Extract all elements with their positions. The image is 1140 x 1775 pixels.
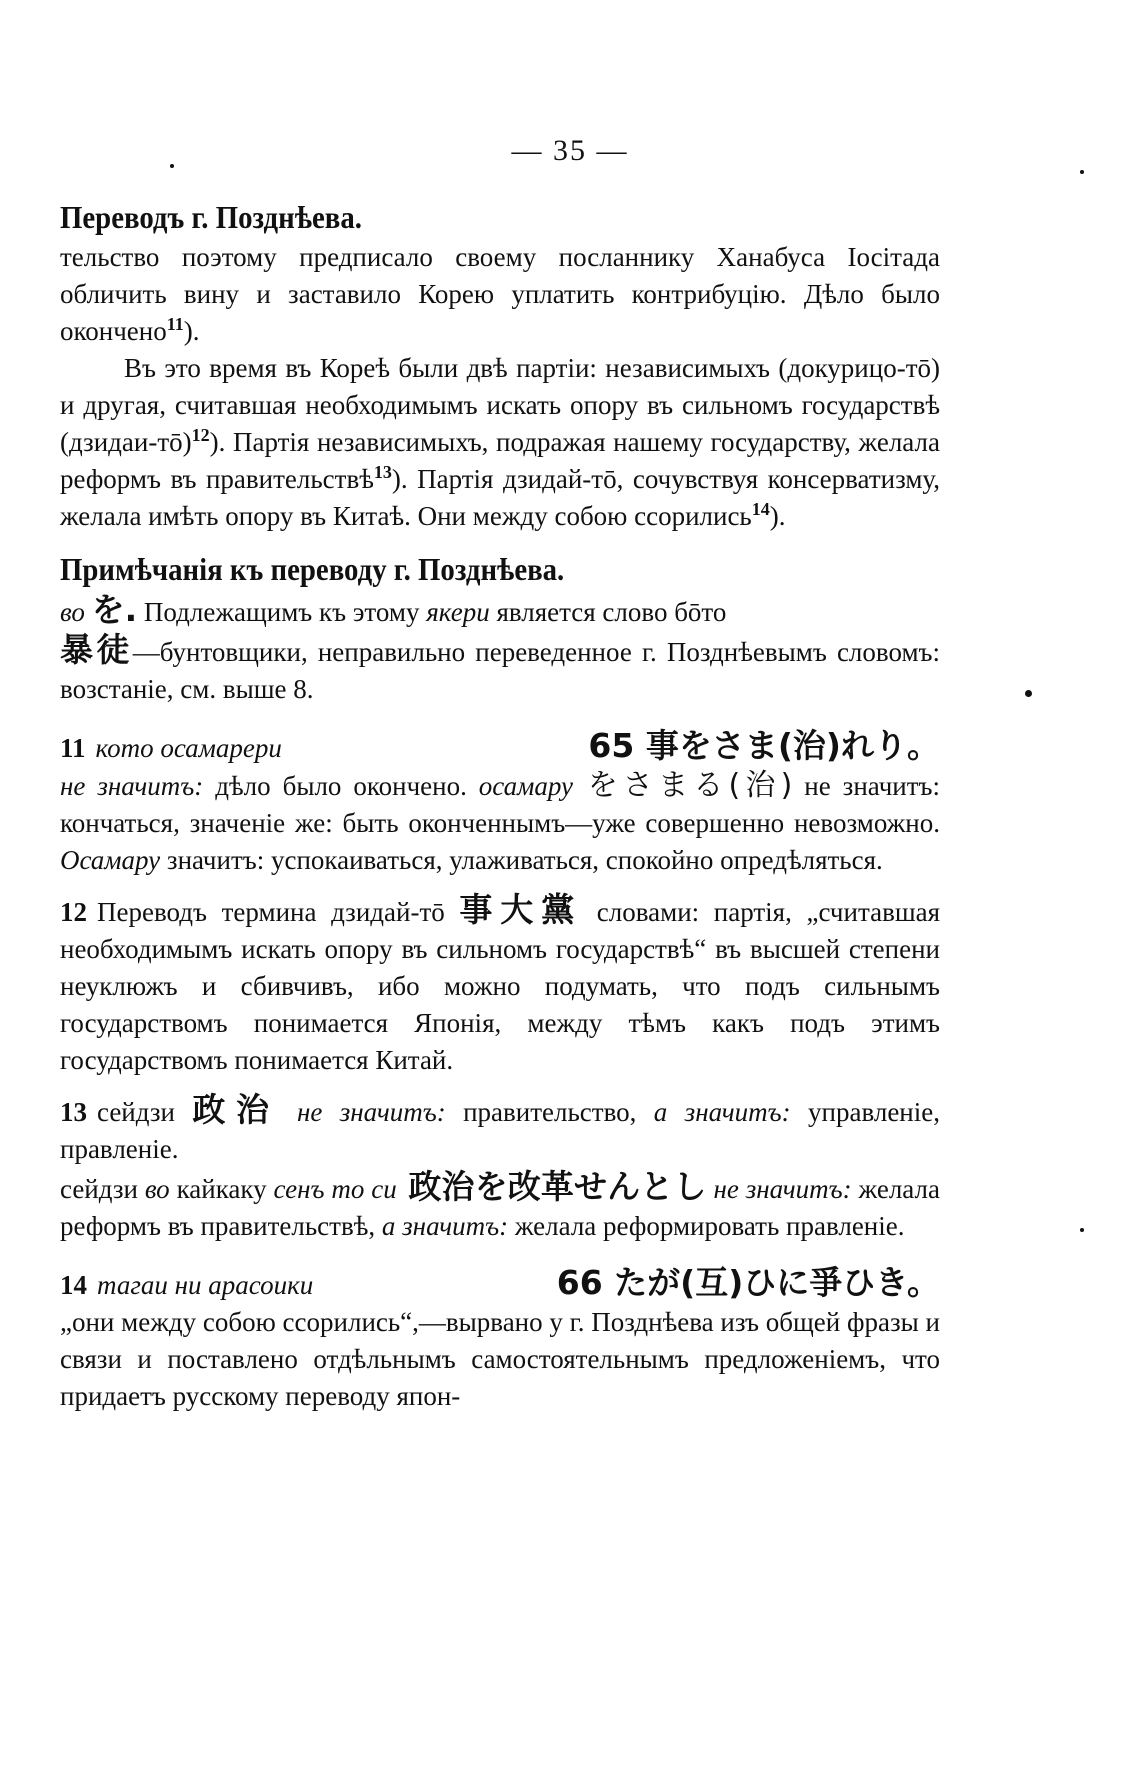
paragraph: тельство поэтому предписало своему посланнику Ханабуса Іосітада обличить вину и заставило Корею уплатить контрибуцію. Дѣло было окончено$^{11}$). bbox=[60, 242, 940, 346]
japanese-phrase: 65 事をさま(治)れり。 bbox=[588, 726, 940, 765]
page-content bbox=[60, 195, 940, 1415]
ink-speck bbox=[170, 164, 174, 168]
paragraph: Въ это время въ Кореѣ были двѣ партіи: независимыхъ (докурицо-тō) и другая, считавшая необходимымъ искать опору въ сильномъ государствѣ (дзидаи-тō)$^{12}$). Партія независимыхъ, подражая нашему государству, желала реформъ въ правительствѣ$^{13}$). Партія дзидай-тō, сочувствуя консерватизму, желала имѣть опору въ Китаѣ. Они между собою ссорились$^{14}$). bbox=[60, 353, 940, 531]
japanese-phrase: 66 たが(互)ひに爭ひき。 bbox=[556, 1263, 940, 1302]
section-heading-translation: Переводъ г. Позднѣева. bbox=[60, 199, 362, 235]
section-heading-notes: Примѣчанія къ переводу г. Позднѣева. bbox=[60, 551, 565, 587]
note-14: 14 тагаи ни арасоики 66 たが(互)ひに爭ひき。 „они между собою ссорились“,—вырвано у г. Позднѣева изъ общей фразы и связи и поставлено отдѣльнымъ самостоятельнымъ предложеніемъ, что придаетъ русскому переводу япон- bbox=[60, 1257, 940, 1415]
ink-speck bbox=[1025, 690, 1032, 697]
page-number: — 35 — bbox=[511, 134, 629, 167]
note-10: во を. Подлежащимъ къ этому якери является слово бōто 暴徒—бунтовщики, неправильно переведенное г. Позднѣевымъ словомъ: возстаніе, см. выше 8. bbox=[60, 590, 941, 704]
note-13: 13 сейдзи 政治 не значитъ: правительство, а значитъ: управленіе, правленіе. сейдзи во кайкаку сенъ то си 政治を改革せんとし не значитъ: желала реформъ въ правительствѣ, а значитъ: желала реформировать правленіе. bbox=[60, 1090, 940, 1241]
ink-speck bbox=[1080, 1228, 1084, 1232]
note-12: 12 Переводъ термина дзидай-тō 事大黨 словами: партія, „считавшая необходимымъ искать опору въ сильномъ государствѣ“ въ высшей степени неуклюжъ и сбивчивъ, ибо можно подумать, что подъ сильнымъ государствомъ понимается Японія, между тѣмъ какъ подъ этимъ государствомъ понимается Китай. bbox=[60, 890, 941, 1075]
note-11: 11 кото осамарери 65 事をさま(治)れり。 не значитъ: дѣло было окончено. осамару をさまる(治) не значитъ: кончаться, значеніе же: быть оконченнымъ—уже совершенно невозможно. Осамару значитъ: успокаиваться, улаживаться, спокойно опредѣляться. bbox=[60, 720, 940, 879]
ink-speck bbox=[1080, 170, 1084, 174]
